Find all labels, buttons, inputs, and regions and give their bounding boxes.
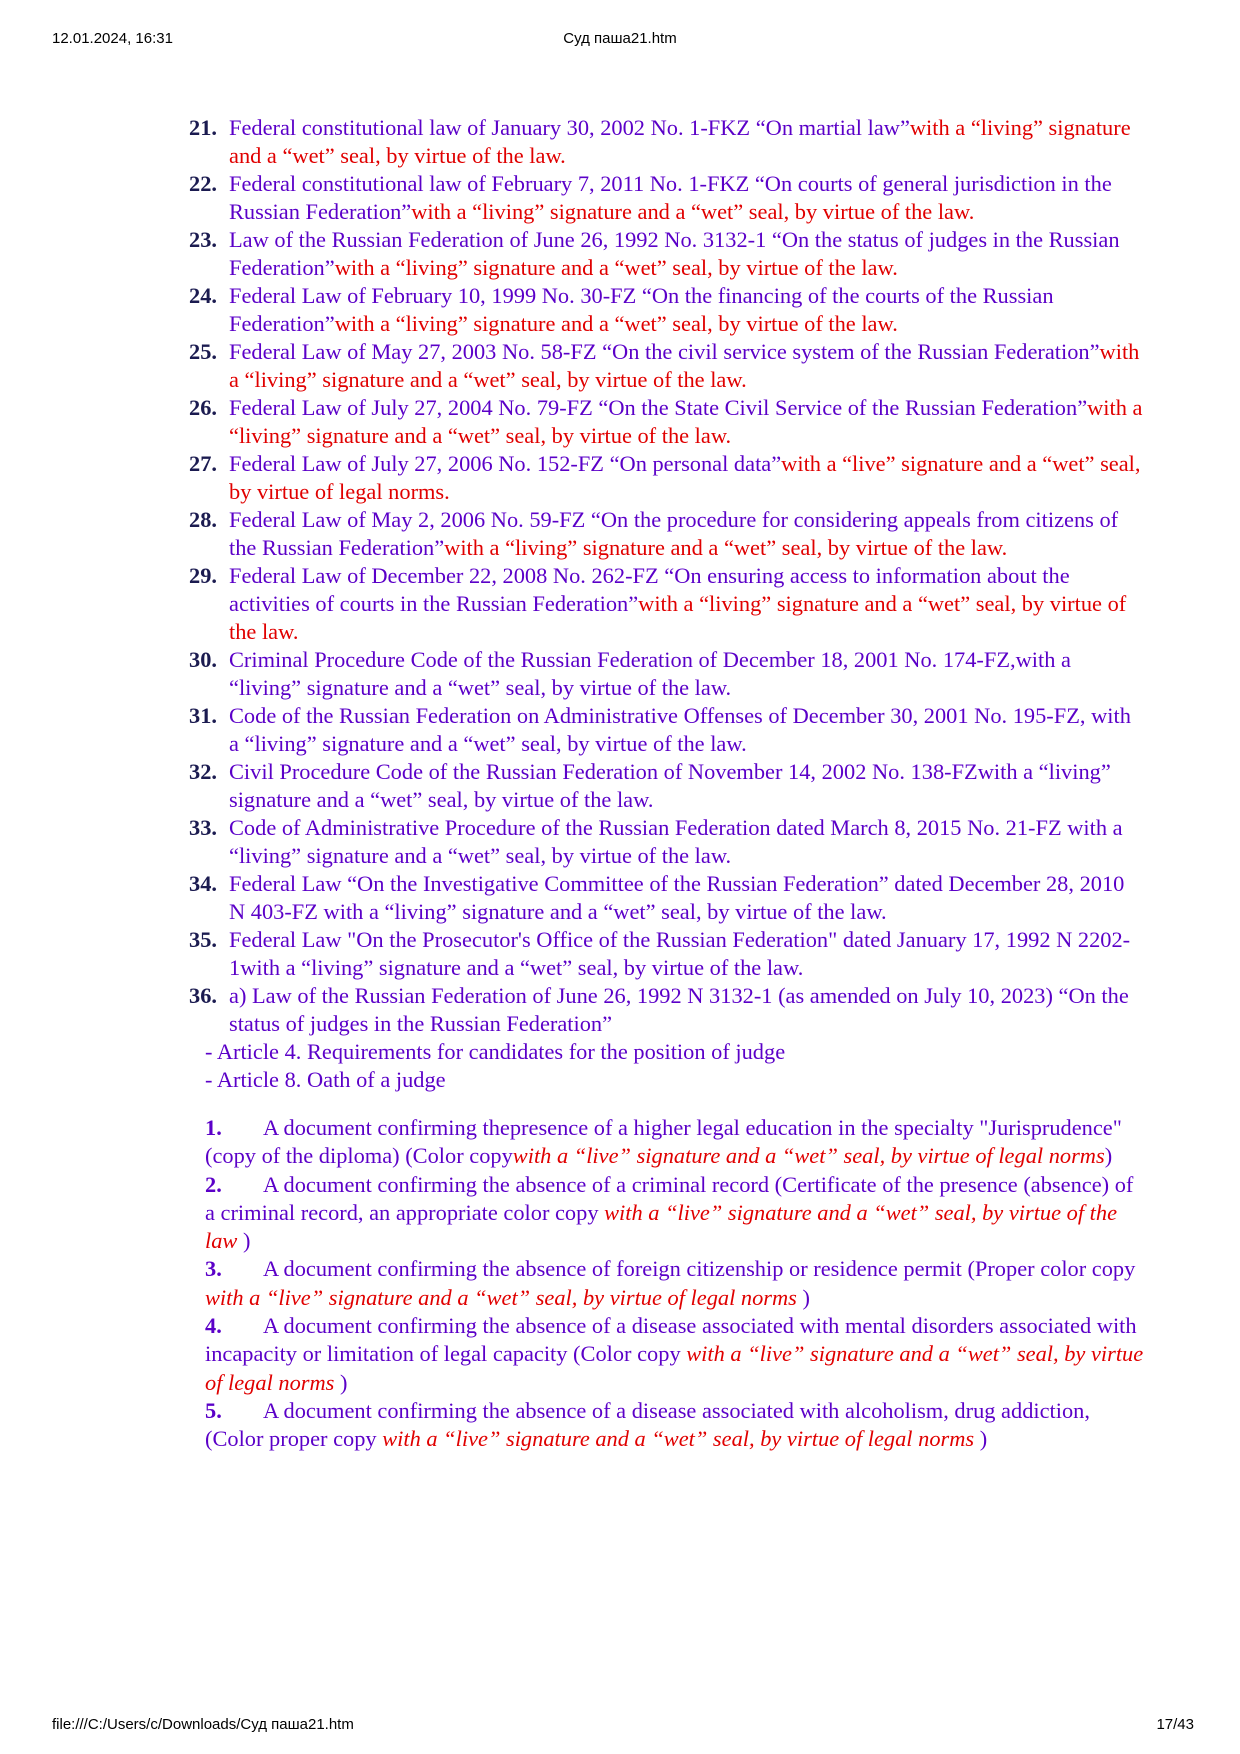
law-title: Criminal Procedure Code of the Russian Federation of December 18, 2001 No. 174-FZ, — [229, 647, 1016, 672]
requirement-text: A document confirming the absence of a disease associated with mental disorders associated with incapacity or limitation of legal capacity (Color copy — [205, 1313, 1137, 1367]
law-item-36 — [189, 982, 1144, 1038]
law-seal-clause: with a “living” signature and a “wet” seal, by virtue of the law. — [444, 535, 1008, 560]
requirement-number: 2. — [205, 1171, 222, 1197]
requirement-text: A document confirming thepresence of a higher legal education in the specialty "Jurisprudence" (copy of the diploma) (Color copy — [205, 1115, 1122, 1169]
law-number: 27. — [189, 451, 217, 476]
requirement-close: ) — [796, 1284, 810, 1310]
requirement-text: A document confirming the absence of a disease associated with alcoholism, drug addiction, (Color proper copy — [205, 1397, 1090, 1452]
law-number: 25. — [189, 339, 217, 364]
law-title: Civil Procedure Code of the Russian Federation of November 14, 2002 No. 138-FZ — [229, 759, 978, 784]
law-seal-clause: with a “living” signature and a “wet” seal, by virtue of the law. — [240, 955, 804, 980]
requirement-seal-clause: with a “live” signature and a “wet” seal, by virtue of legal norms — [382, 1426, 975, 1452]
law-number: 36. — [189, 983, 217, 1008]
law-title: Law of the Russian Federation of June 26, 1992 No. 3132-1 “On the status of judges in the Russian Federation” — [229, 227, 1120, 280]
requirement-item-3 — [205, 1255, 1144, 1312]
law-seal-clause: with a “living” signature and a “wet” seal, by virtue of the law. — [334, 255, 898, 280]
law-item-25 — [189, 338, 1144, 394]
law-seal-clause: with a “living” signature and a “wet” seal, by virtue of the law. — [323, 899, 887, 924]
requirement-close: ) — [974, 1426, 988, 1452]
requirement-number: 4. — [205, 1313, 222, 1339]
requirement-item-5 — [205, 1397, 1144, 1454]
law-item-24 — [189, 282, 1144, 338]
law-item-22 — [189, 170, 1144, 226]
law-item-29 — [189, 562, 1144, 646]
law-item-33 — [189, 814, 1144, 870]
law-seal-clause: with a “living” signature and a “wet” seal, by virtue of the law. — [229, 591, 1127, 644]
requirement-close: ) — [1104, 1143, 1113, 1169]
law-number: 23. — [189, 227, 217, 252]
requirement-number: 5. — [205, 1397, 222, 1423]
law-seal-clause: with a “living” signature and a “wet” seal, by virtue of the law. — [229, 339, 1140, 392]
law-title: Federal Law of July 27, 2006 No. 152-FZ “On personal data” — [229, 451, 782, 476]
document-body — [189, 114, 1144, 1454]
print-footer-path: file:///C:/Users/c/Downloads/Суд паша21.htm — [52, 1716, 354, 1733]
requirement-seal-clause: with a “live” signature and a “wet” seal, by virtue of the law — [205, 1199, 1118, 1254]
law-number: 28. — [189, 507, 217, 532]
law-title: Federal Law "On the Prosecutor's Office of the Russian Federation" dated January 17, 1992 N 2202-1 — [229, 927, 1131, 980]
law-item-34 — [189, 870, 1144, 926]
law-number: 24. — [189, 283, 217, 308]
law-seal-clause: with a “living” signature and a “wet” seal, by virtue of the law. — [229, 703, 1131, 756]
law-title: Federal Law of February 10, 1999 No. 30-FZ “On the financing of the courts of the Russian Federation” — [229, 283, 1054, 336]
law-number: 21. — [189, 115, 217, 140]
law-item-32 — [189, 758, 1144, 814]
requirement-item-4 — [205, 1312, 1144, 1397]
law-number: 29. — [189, 563, 217, 588]
requirement-number: 3. — [205, 1256, 222, 1282]
law-item-23 — [189, 226, 1144, 282]
requirement-close: ) — [237, 1228, 251, 1254]
law-item-31 — [189, 702, 1144, 758]
law-seal-clause: with a “living” signature and a “wet” seal, by virtue of the law. — [229, 115, 1131, 168]
requirement-item-1 — [205, 1114, 1144, 1171]
requirements-list — [189, 1114, 1144, 1454]
requirement-seal-clause: with a “live” signature and a “wet” seal, by virtue of legal norms — [205, 1341, 1144, 1395]
law-seal-clause: with a “living” signature and a “wet” seal, by virtue of the law. — [229, 815, 1123, 868]
law-title: Code of the Russian Federation on Administrative Offenses of December 30, 2001 No. 195-FZ, — [229, 703, 1092, 728]
article-line: - Article 4. Requirements for candidates for the position of judge — [205, 1039, 786, 1064]
law-item-27 — [189, 450, 1144, 506]
requirement-close: ) — [334, 1369, 348, 1395]
law-title: Federal Law of December 22, 2008 No. 262-FZ “On ensuring access to information about the activities of courts in the Russian Federation” — [229, 563, 1070, 616]
law-item-28 — [189, 506, 1144, 562]
law-title: Federal Law of May 2, 2006 No. 59-FZ “On the procedure for considering appeals from citizens of the Russian Federation” — [229, 507, 1119, 560]
requirement-seal-clause: with a “live” signature and a “wet” seal, by virtue of legal norms — [512, 1143, 1105, 1169]
requirement-seal-clause: with a “live” signature and a “wet” seal, by virtue of legal norms — [205, 1284, 797, 1310]
law-number: 32. — [189, 759, 217, 784]
law-title: Federal Law of July 27, 2004 No. 79-FZ “On the State Civil Service of the Russian Federation” — [229, 395, 1088, 420]
requirement-text: A document confirming the absence of a criminal record (Certificate of the presence (absence) of a criminal record, an appropriate color copy — [205, 1171, 1134, 1225]
law-seal-clause: with a “living” signature and a “wet” seal, by virtue of the law. — [229, 647, 1071, 700]
requirement-text: A document confirming the absence of foreign citizenship or residence permit (Proper color copy — [263, 1256, 1136, 1282]
law-seal-clause: with a “living” signature and a “wet” seal, by virtue of the law. — [229, 759, 1111, 812]
law-title: a) Law of the Russian Federation of June 26, 1992 N 3132-1 (as amended on July 10, 2023) “On the status of judges in the Russian Federation” — [229, 983, 1129, 1036]
law-number: 26. — [189, 395, 217, 420]
law-number: 30. — [189, 647, 217, 672]
print-header-title: Суд паша21.htm — [563, 30, 677, 47]
law-seal-clause: with a “living” signature and a “wet” seal, by virtue of the law. — [229, 395, 1143, 448]
requirement-item-2 — [205, 1171, 1144, 1256]
print-header-datetime: 12.01.2024, 16:31 — [52, 30, 173, 47]
law-list — [189, 114, 1144, 1038]
law-item-26 — [189, 394, 1144, 450]
law-number: 33. — [189, 815, 217, 840]
law-title: Federal constitutional law of January 30, 2002 No. 1-FKZ “On martial law” — [229, 115, 910, 140]
law-number: 22. — [189, 171, 217, 196]
law-number: 35. — [189, 927, 217, 952]
law-seal-clause: with a “living” signature and a “wet” seal, by virtue of the law. — [411, 199, 975, 224]
law-seal-clause: with a “live” signature and a “wet” seal, by virtue of legal norms. — [229, 451, 1141, 504]
law-item-30 — [189, 646, 1144, 702]
print-footer-page-number: 17/43 — [1156, 1716, 1194, 1733]
requirement-number: 1. — [205, 1115, 222, 1140]
law-number: 31. — [189, 703, 217, 728]
article-line: - Article 8. Oath of a judge — [205, 1067, 446, 1092]
law-title: Federal constitutional law of February 7, 2011 No. 1-FKZ “On courts of general jurisdiction in the Russian Federation” — [229, 171, 1112, 224]
law-title: Federal Law “On the Investigative Committee of the Russian Federation” dated December 28, 2010 N 403-FZ — [229, 871, 1125, 924]
law-item-35 — [189, 926, 1144, 982]
law-seal-clause: with a “living” signature and a “wet” seal, by virtue of the law. — [334, 311, 898, 336]
law-title: Federal Law of May 27, 2003 No. 58-FZ “On the civil service system of the Russian Federation” — [229, 339, 1100, 364]
law-number: 34. — [189, 871, 217, 896]
law-item-21 — [189, 114, 1144, 170]
law-title: Code of Administrative Procedure of the Russian Federation dated March 8, 2015 No. 21-FZ — [229, 815, 1068, 840]
